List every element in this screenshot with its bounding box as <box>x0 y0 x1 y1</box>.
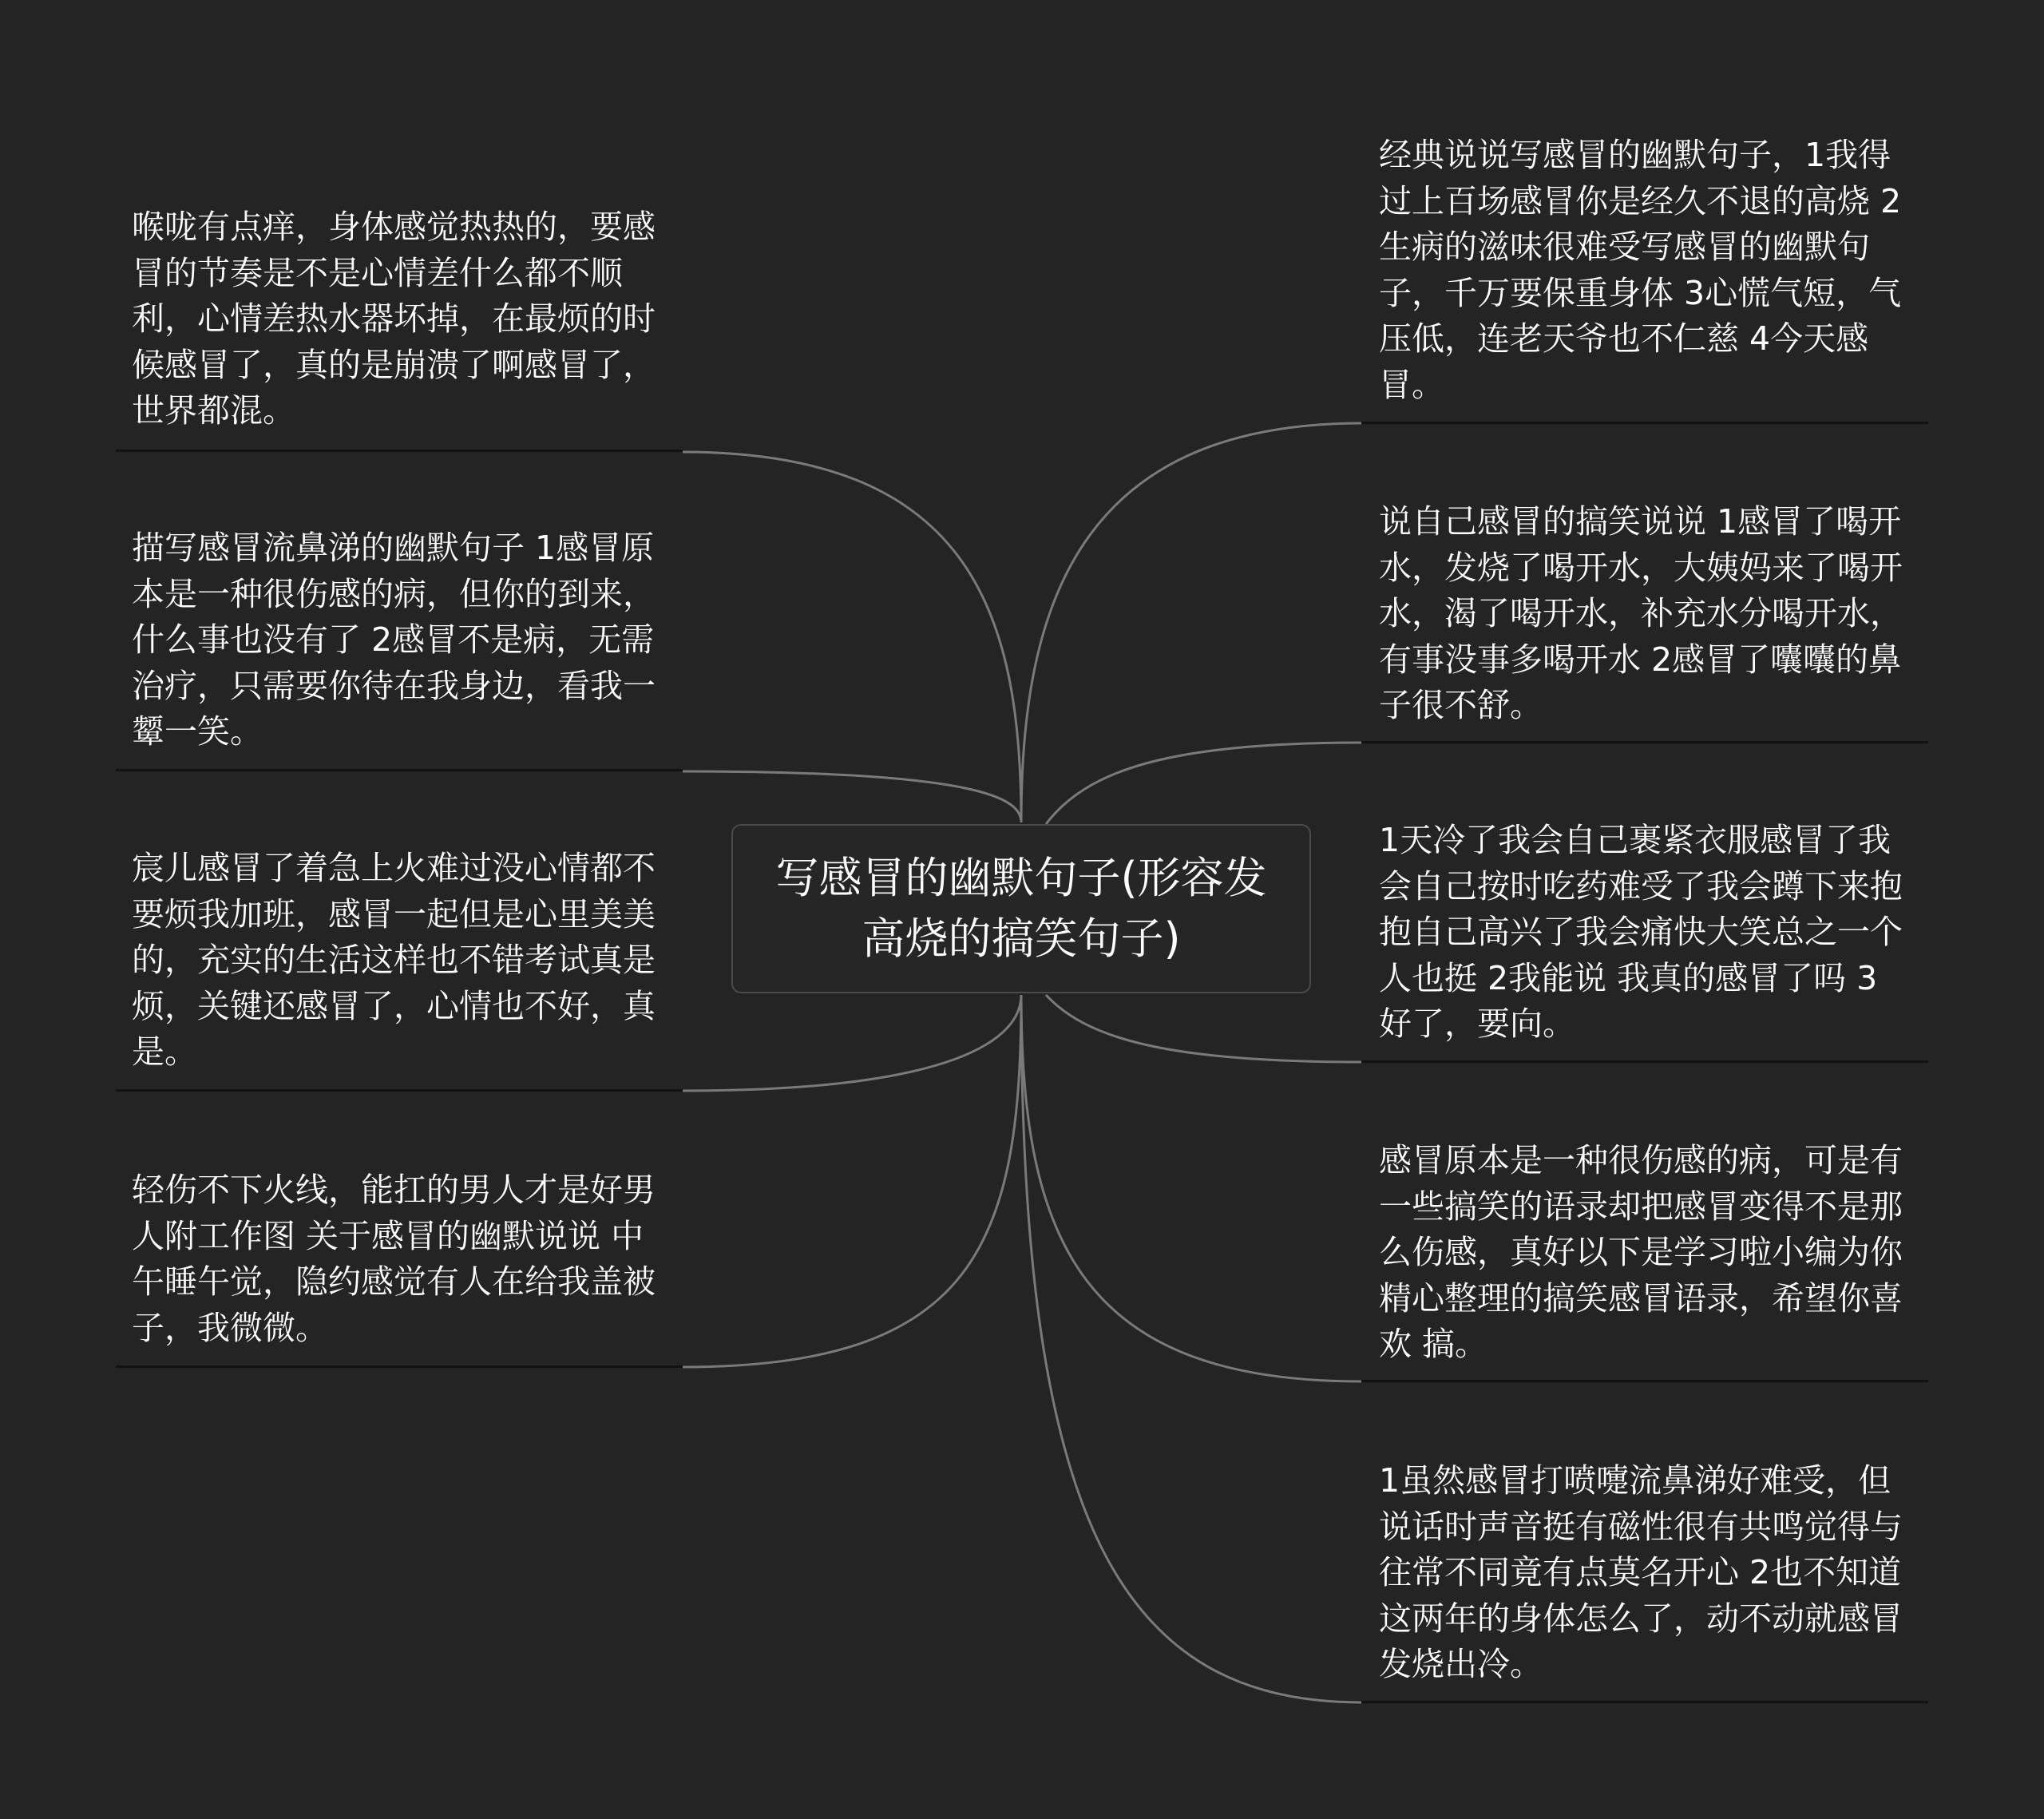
connector-left-1 <box>683 452 1021 822</box>
left-node-1[interactable]: 喉咙有点痒，身体感觉热热的，要感冒的节奏是不是心情差什么都不顺利，心情差热水器坏掉，在最烦的时候感冒了，真的是崩溃了啊感冒了，世界都混。 <box>132 208 656 430</box>
central-topic[interactable] <box>731 824 1311 993</box>
connector-right-2 <box>1046 743 1361 824</box>
central-topic-label: 写感冒的幽默句子(形容发高烧的搞笑句子) <box>775 853 1267 964</box>
left-node-3-underline <box>116 1089 683 1092</box>
right-node-3-underline <box>1361 1060 1928 1063</box>
right-node-3[interactable]: 1天冷了我会自己裹紧衣服感冒了我会自己按时吃药难受了我会蹲下来抱抱自己高兴了我会痛快大笑总之一个人也挺 2我能说 我真的感冒了吗 3好了，要向。 <box>1379 821 1903 1044</box>
left-node-4[interactable]: 轻伤不下火线，能扛的男人才是好男人附工作图 关于感冒的幽默说说 中午睡午觉，隐约感觉有人在给我盖被子，我微微。 <box>132 1171 656 1347</box>
connector-left-3 <box>683 995 1021 1091</box>
right-node-5[interactable]: 1虽然感冒打喷嚏流鼻涕好难受，但说话时声音挺有磁性很有共鸣觉得与往常不同竟有点莫名开心 2也不知道这两年的身体怎么了，动不动就感冒发烧出冷。 <box>1379 1461 1903 1684</box>
right-node-1-underline <box>1361 422 1928 424</box>
connector-left-4 <box>683 995 1021 1367</box>
right-node-1[interactable]: 经典说说写感冒的幽默句子，1我得过上百场感冒你是经久不退的高烧 2生病的滋味很难受写感冒的幽默句子，千万要保重身体 3心慌气短，气压低，连老天爷也不仁慈 4今天感冒。 <box>1379 136 1902 404</box>
connector-right-1 <box>1021 423 1361 822</box>
left-node-1-underline <box>116 450 683 452</box>
right-node-5-underline <box>1361 1701 1928 1703</box>
left-node-2[interactable]: 描写感冒流鼻涕的幽默句子 1感冒原本是一种很伤感的病，但你的到来，什么事也没有了 2感冒不是病，无需治疗，只需要你待在我身边，看我一颦一笑。 <box>132 529 656 751</box>
right-node-4[interactable]: 感冒原本是一种很伤感的病，可是有一些搞笑的语录却把感冒变得不是那么伤感，真好以下是学习啦小编为你精心整理的搞笑感冒语录，希望你喜欢 搞。 <box>1379 1141 1903 1364</box>
connector-right-5 <box>1021 995 1361 1702</box>
left-node-2-underline <box>116 769 683 771</box>
right-node-2-underline <box>1361 741 1928 743</box>
left-node-3[interactable]: 宸儿感冒了着急上火难过没心情都不要烦我加班，感冒一起但是心里美美的，充实的生活这样也不错考试真是烦，关键还感冒了，心情也不好，真是。 <box>132 849 656 1072</box>
connector-right-3 <box>1046 995 1361 1062</box>
left-node-4-underline <box>116 1365 683 1368</box>
right-node-4-underline <box>1361 1380 1928 1382</box>
right-node-2[interactable]: 说自己感冒的搞笑说说 1感冒了喝开水，发烧了喝开水，大姨妈来了喝开水，渴了喝开水，补充水分喝开水，有事没事多喝开水 2感冒了囔囔的鼻子很不舒。 <box>1379 502 1903 725</box>
connector-left-2 <box>683 771 1021 822</box>
